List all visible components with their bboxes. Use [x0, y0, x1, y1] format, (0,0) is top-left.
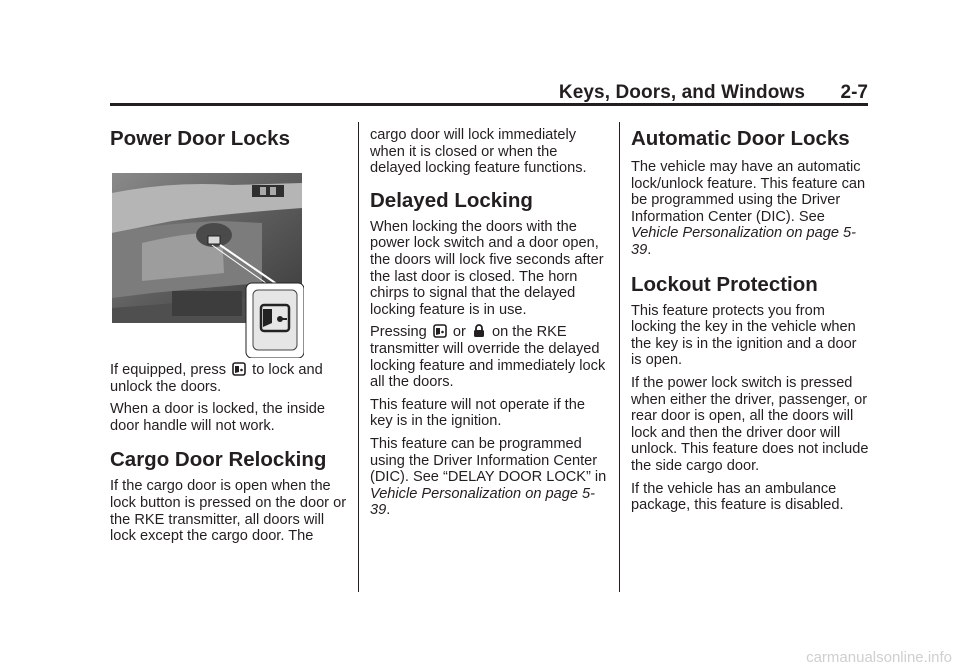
paragraph: This feature protects you from locking the key in the vehicle when the key is in the ignition and a door is open. [631, 302, 857, 369]
door-lock-icon [232, 362, 246, 376]
column-3 [631, 127, 869, 520]
column-1 [110, 127, 348, 551]
header-rule [110, 103, 868, 106]
page-number: 2-7 [840, 82, 868, 103]
paragraph: If the cargo door is open when the lock button is pressed on the door or the RKE transmitter, all doors will lock except the cargo door. The [110, 478, 347, 545]
cross-reference: Vehicle Personalization on page 5-39 [370, 485, 595, 519]
header-title: Keys, Doors, and Windows [558, 82, 805, 103]
cross-reference: Vehicle Personalization on page 5-39 [631, 225, 856, 258]
section-heading: Cargo Door Relocking [110, 448, 327, 472]
watermark: carmanualsonline.info [806, 649, 952, 666]
section-heading: Power Door Locks [110, 127, 290, 150]
padlock-icon [472, 324, 486, 338]
paragraph: cargo door will lock immediately when it is closed or when the delayed locking feature functions. [370, 127, 587, 177]
column-divider-2 [619, 122, 620, 592]
paragraph: Pressing or on the RKE transmitter will override the delayed locking feature and immediately lock all the doors. [370, 324, 606, 391]
column-2 [370, 127, 608, 525]
lock-button-icon [433, 324, 447, 338]
section-heading: Delayed Locking [370, 188, 533, 212]
column-divider-1 [358, 122, 359, 592]
section-heading: Lockout Protection [631, 272, 818, 296]
paragraph: When locking the doors with the power lock switch and a door open, the doors will lock five seconds after the last door is closed. The horn chirps to signal that the delayed locking feature is in use. [370, 218, 604, 318]
door-lock-switch-photo [112, 173, 304, 358]
paragraph: This feature can be programmed using the Driver Information Center (DIC). See “DELAY DOOR LOCK” in Vehicle Personalization on page 5-39. [370, 435, 607, 519]
paragraph: The vehicle may have an automatic lock/unlock feature. This feature can be programmed using the Driver Information Center (DIC). See Vehicle Personalization on page 5-39. [631, 159, 866, 258]
paragraph: This feature will not operate if the key is in the ignition. [370, 396, 585, 430]
paragraph: If the vehicle has an ambulance package, this feature is disabled. [631, 480, 844, 514]
section-heading: Automatic Door Locks [631, 127, 850, 150]
paragraph: If the power lock switch is pressed when either the driver, passenger, or rear door is open, all the doors will lock and then the driver door will unlock. This feature does not include the side cargo door. [631, 374, 869, 474]
paragraph: When a door is locked, the inside door handle will not work. [110, 401, 325, 434]
paragraph: If equipped, press to lock and unlock the doors. [110, 362, 323, 395]
